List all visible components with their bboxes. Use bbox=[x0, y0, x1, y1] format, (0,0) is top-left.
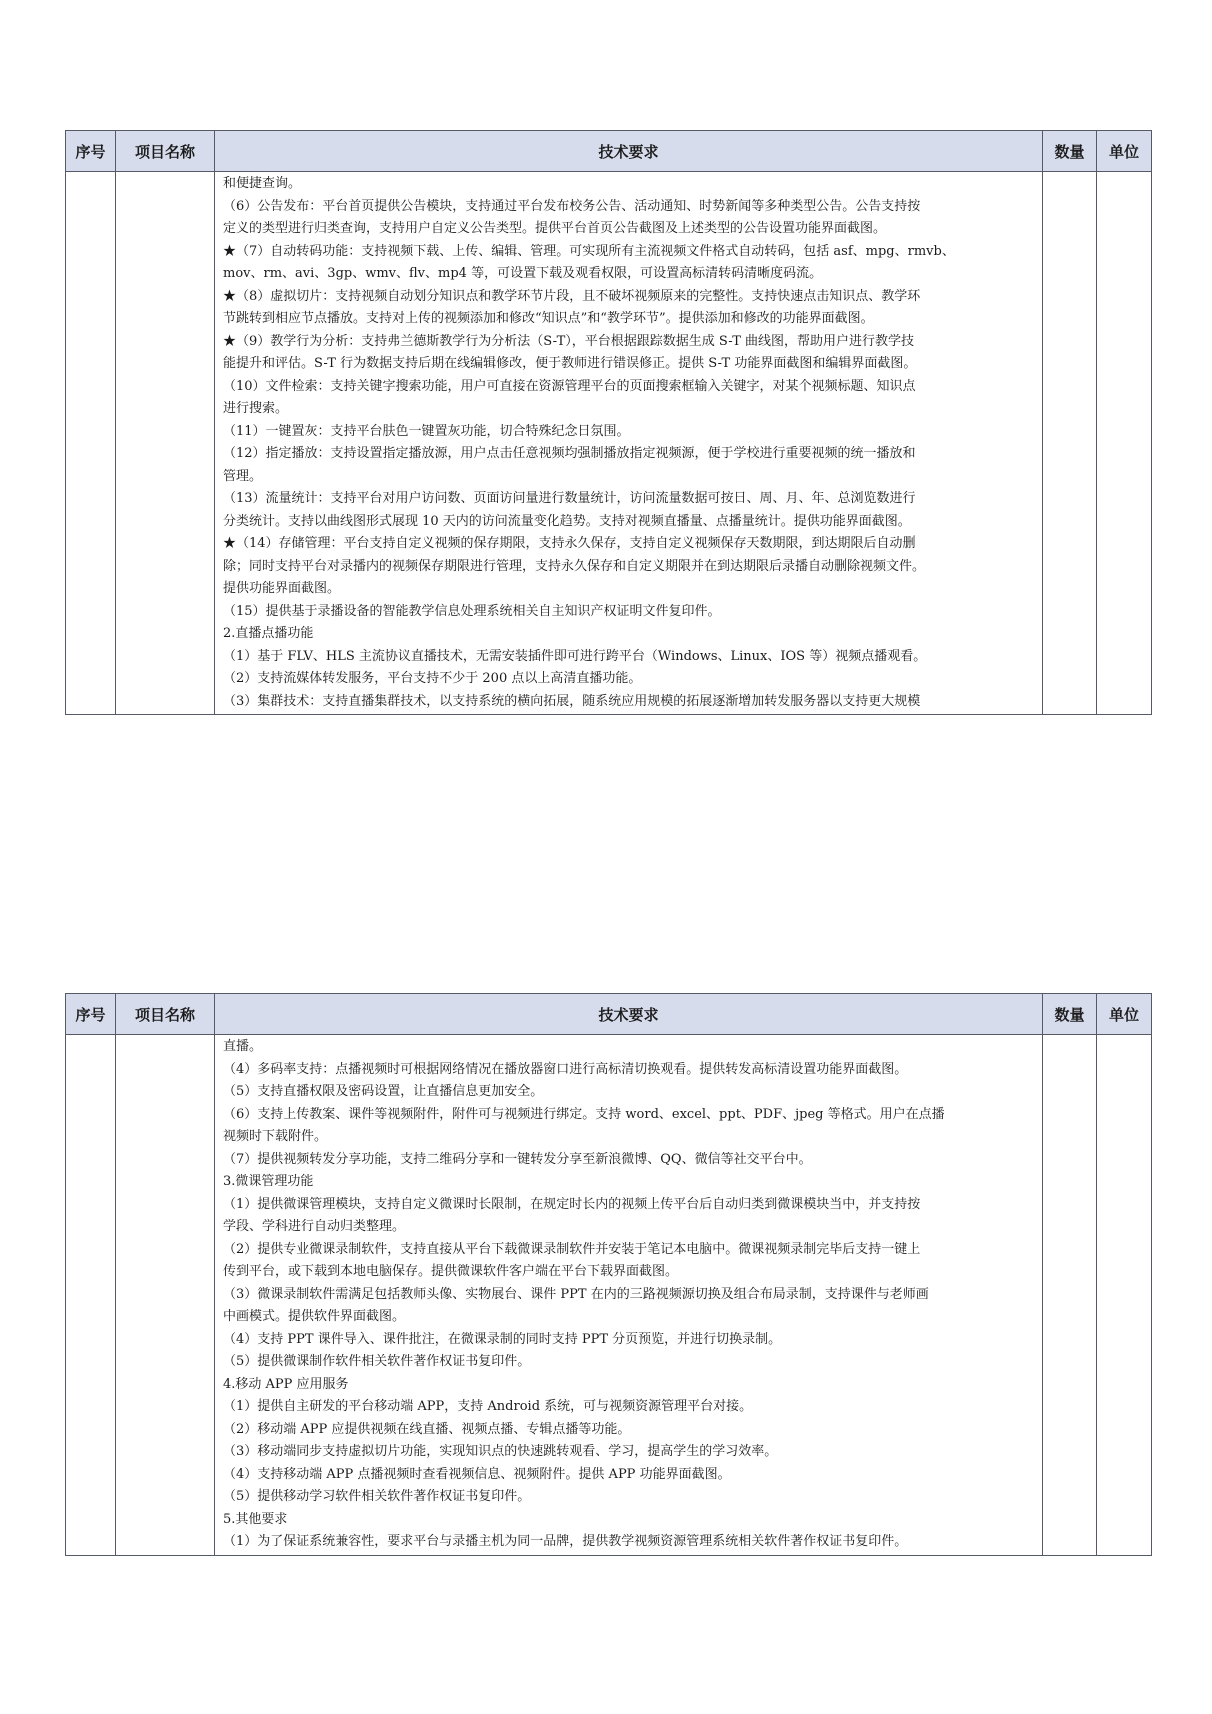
requirement-line: 管理。 bbox=[223, 468, 263, 484]
header-quantity: 数量 bbox=[1043, 131, 1097, 172]
requirement-line: 除；同时支持平台对录播内的视频保存期限进行管理，支持永久保存和自定义期限并在到达期限后录播自动删除视频文件。 bbox=[223, 558, 926, 574]
requirement-line: （2）移动端 APP 应提供视频在线直播、视频点播、专辑点播等功能。 bbox=[223, 1421, 631, 1437]
requirement-line: 传到平台，或下载到本地电脑保存。提供微课软件客户端在平台下载界面截图。 bbox=[223, 1264, 679, 1279]
requirement-line: mov、rm、avi、3gp、wmv、flv、mp4 等，可设置下载及观看权限，可设置高标清转码清晰度码流。 bbox=[223, 266, 823, 281]
requirement-line: ★（14）存储管理：平台支持自定义视频的保存期限，支持永久保存，支持自定义视频保存天数期限，到达期限后自动删 bbox=[223, 536, 916, 551]
requirement-line: （4）支持移动端 APP 点播视频时查看视频信息、视频附件。提供 APP 功能界面截图。 bbox=[223, 1466, 731, 1482]
header-unit: 单位 bbox=[1097, 131, 1152, 172]
requirement-line: （10）文件检索：支持关键字搜索功能，用户可直接在资源管理平台的页面搜索框输入关键字，对某个视频标题、知识点 bbox=[223, 378, 916, 394]
requirement-line: （11）一键置灰：支持平台肤色一键置灰功能，切合特殊纪念日氛围。 bbox=[223, 423, 630, 439]
requirement-line: （15）提供基于录播设备的智能教学信息处理系统相关自主知识产权证明文件复印件。 bbox=[223, 603, 721, 619]
requirement-line: ★（8）虚拟切片：支持视频自动划分知识点和教学环节片段，且不破坏视频原来的完整性。支持快速点击知识点、教学环 bbox=[223, 288, 921, 304]
requirement-line: （13）流量统计：支持平台对用户访问数、页面访问量进行数量统计，访问流量数据可按日、周、月、年、总浏览数进行 bbox=[223, 491, 916, 506]
requirement-line: 提供功能界面截图。 bbox=[223, 581, 341, 596]
requirement-line: （6）公告发布：平台首页提供公告模块，支持通过平台发布校务公告、活动通知、时势新闻等多种类型公告。公告支持按 bbox=[223, 198, 921, 214]
table-header-row bbox=[66, 131, 1152, 172]
header-project-name: 项目名称 bbox=[116, 994, 215, 1035]
requirement-line: （3）移动端同步支持虚拟切片功能，实现知识点的快速跳转观看、学习，提高学生的学习效率。 bbox=[223, 1444, 778, 1459]
requirement-line: （2）支持流媒体转发服务，平台支持不少于 200 点以上高清直播功能。 bbox=[223, 671, 642, 686]
requirement-line: 能提升和评估。S-T 行为数据支持后期在线编辑修改，便于教师进行错误修正。提供 S-T 功能界面截图和编辑界面截图。 bbox=[223, 356, 917, 371]
requirement-line: （2）提供专业微课录制软件，支持直接从平台下载微课录制软件并安装于笔记本电脑中。微课视频录制完毕后支持一键上 bbox=[223, 1241, 921, 1257]
requirement-line: （7）提供视频转发分享功能，支持二维码分享和一键转发分享至新浪微博、QQ、微信等社交平台中。 bbox=[223, 1151, 812, 1167]
header-project-name: 项目名称 bbox=[116, 131, 215, 172]
quantity-cell bbox=[1043, 172, 1097, 715]
requirement-line: 进行搜索。 bbox=[223, 401, 289, 416]
requirement-line: （1）提供微课管理模块，支持自定义微课时长限制，在规定时长内的视频上传平台后自动归类到微课模块当中，并支持按 bbox=[223, 1196, 921, 1212]
requirement-line: 2.直播点播功能 bbox=[223, 626, 314, 641]
seq-cell bbox=[66, 172, 116, 715]
requirements-text bbox=[223, 1036, 1036, 1554]
requirement-line: （5）提供微课制作软件相关软件著作权证书复印件。 bbox=[223, 1354, 531, 1369]
requirement-line: 定义的类型进行归类查询，支持用户自定义公告类型。提供平台首页公告截图及上述类型的公告设置功能界面截图。 bbox=[223, 221, 887, 236]
header-seq: 序号 bbox=[66, 994, 116, 1035]
requirement-line: （5）提供移动学习软件相关软件著作权证书复印件。 bbox=[223, 1489, 531, 1504]
requirements-cell bbox=[215, 172, 1043, 715]
requirement-line: （5）支持直播权限及密码设置，让直播信息更加安全。 bbox=[223, 1084, 544, 1099]
requirement-line: （1）基于 FLV、HLS 主流协议直播技术，无需安装插件即可进行跨平台（Windows、Linux、IOS 等）视频点播观看。 bbox=[223, 648, 927, 664]
header-technical-requirements: 技术要求 bbox=[215, 131, 1043, 172]
requirement-line: 3.微课管理功能 bbox=[223, 1174, 314, 1189]
table-row bbox=[66, 1035, 1152, 1556]
seq-cell bbox=[66, 1035, 116, 1556]
requirement-line: （1）提供自主研发的平台移动端 APP，支持 Android 系统，可与视频资源管理平台对接。 bbox=[223, 1399, 753, 1414]
requirements-table-page-2 bbox=[65, 993, 1152, 1556]
requirement-line: （1）为了保证系统兼容性，要求平台与录播主机为同一品牌，提供教学视频资源管理系统相关软件著作权证书复印件。 bbox=[223, 1534, 908, 1549]
unit-cell bbox=[1097, 1035, 1152, 1556]
requirement-line: 4.移动 APP 应用服务 bbox=[223, 1376, 349, 1392]
requirement-line: ★（7）自动转码功能：支持视频下载、上传、编辑、管理。可实现所有主流视频文件格式自动转码，包括 asf、mpg、rmvb、 bbox=[223, 243, 955, 259]
requirement-line: （4）支持 PPT 课件导入、课件批注，在微课录制的同时支持 PPT 分页预览，并进行切换录制。 bbox=[223, 1331, 782, 1347]
requirement-line: （3）微课录制软件需满足包括教师头像、实物展台、课件 PPT 在内的三路视频源切换及组合布局录制，支持课件与老师画 bbox=[223, 1286, 929, 1302]
requirement-line: ★（9）教学行为分析：支持弗兰德斯教学行为分析法（S-T），平台根据跟踪数据生成 S-T 曲线图，帮助用户进行教学技 bbox=[223, 333, 915, 349]
header-quantity: 数量 bbox=[1043, 994, 1097, 1035]
quantity-cell bbox=[1043, 1035, 1097, 1556]
requirement-line: 分类统计。支持以曲线图形式展现 10 天内的访问流量变化趋势。支持对视频直播量、点播量统计。提供功能界面截图。 bbox=[223, 513, 911, 529]
requirement-line: 和便捷查询。 bbox=[223, 176, 302, 191]
requirement-line: 中画模式。提供软件界面截图。 bbox=[223, 1309, 406, 1324]
requirements-cell bbox=[215, 1035, 1043, 1556]
project-name-cell bbox=[116, 1035, 215, 1556]
requirement-line: （4）多码率支持：点播视频时可根据网络情况在播放器窗口进行高标清切换观看。提供转发高标清设置功能界面截图。 bbox=[223, 1061, 908, 1077]
unit-cell bbox=[1097, 172, 1152, 715]
table-row bbox=[66, 172, 1152, 715]
header-technical-requirements: 技术要求 bbox=[215, 994, 1043, 1035]
requirement-line: 5.其他要求 bbox=[223, 1511, 288, 1527]
header-seq: 序号 bbox=[66, 131, 116, 172]
requirement-line: （6）支持上传教案、课件等视频附件，附件可与视频进行绑定。支持 word、excel、ppt、PDF、jpeg 等格式。用户在点播 bbox=[223, 1106, 945, 1122]
requirement-line: （12）指定播放：支持设置指定播放源，用户点击任意视频均强制播放指定视频源，便于学校进行重要视频的统一播放和 bbox=[223, 446, 916, 461]
requirements-table-page-1 bbox=[65, 130, 1152, 715]
requirement-line: 直播。 bbox=[223, 1039, 263, 1054]
requirement-line: 学段、学科进行自动归类整理。 bbox=[223, 1219, 406, 1234]
requirement-line: 视频时下载附件。 bbox=[223, 1129, 328, 1144]
requirement-line: （3）集群技术：支持直播集群技术，以支持系统的横向拓展，随系统应用规模的拓展逐渐增加转发服务器以支持更大规模 bbox=[223, 693, 921, 709]
project-name-cell bbox=[116, 172, 215, 715]
requirements-text bbox=[223, 173, 1036, 713]
requirement-line: 节跳转到相应节点播放。支持对上传的视频添加和修改“知识点”和“教学环节”。提供添加和修改的功能界面截图。 bbox=[223, 311, 874, 326]
table-header-row bbox=[66, 994, 1152, 1035]
header-unit: 单位 bbox=[1097, 994, 1152, 1035]
